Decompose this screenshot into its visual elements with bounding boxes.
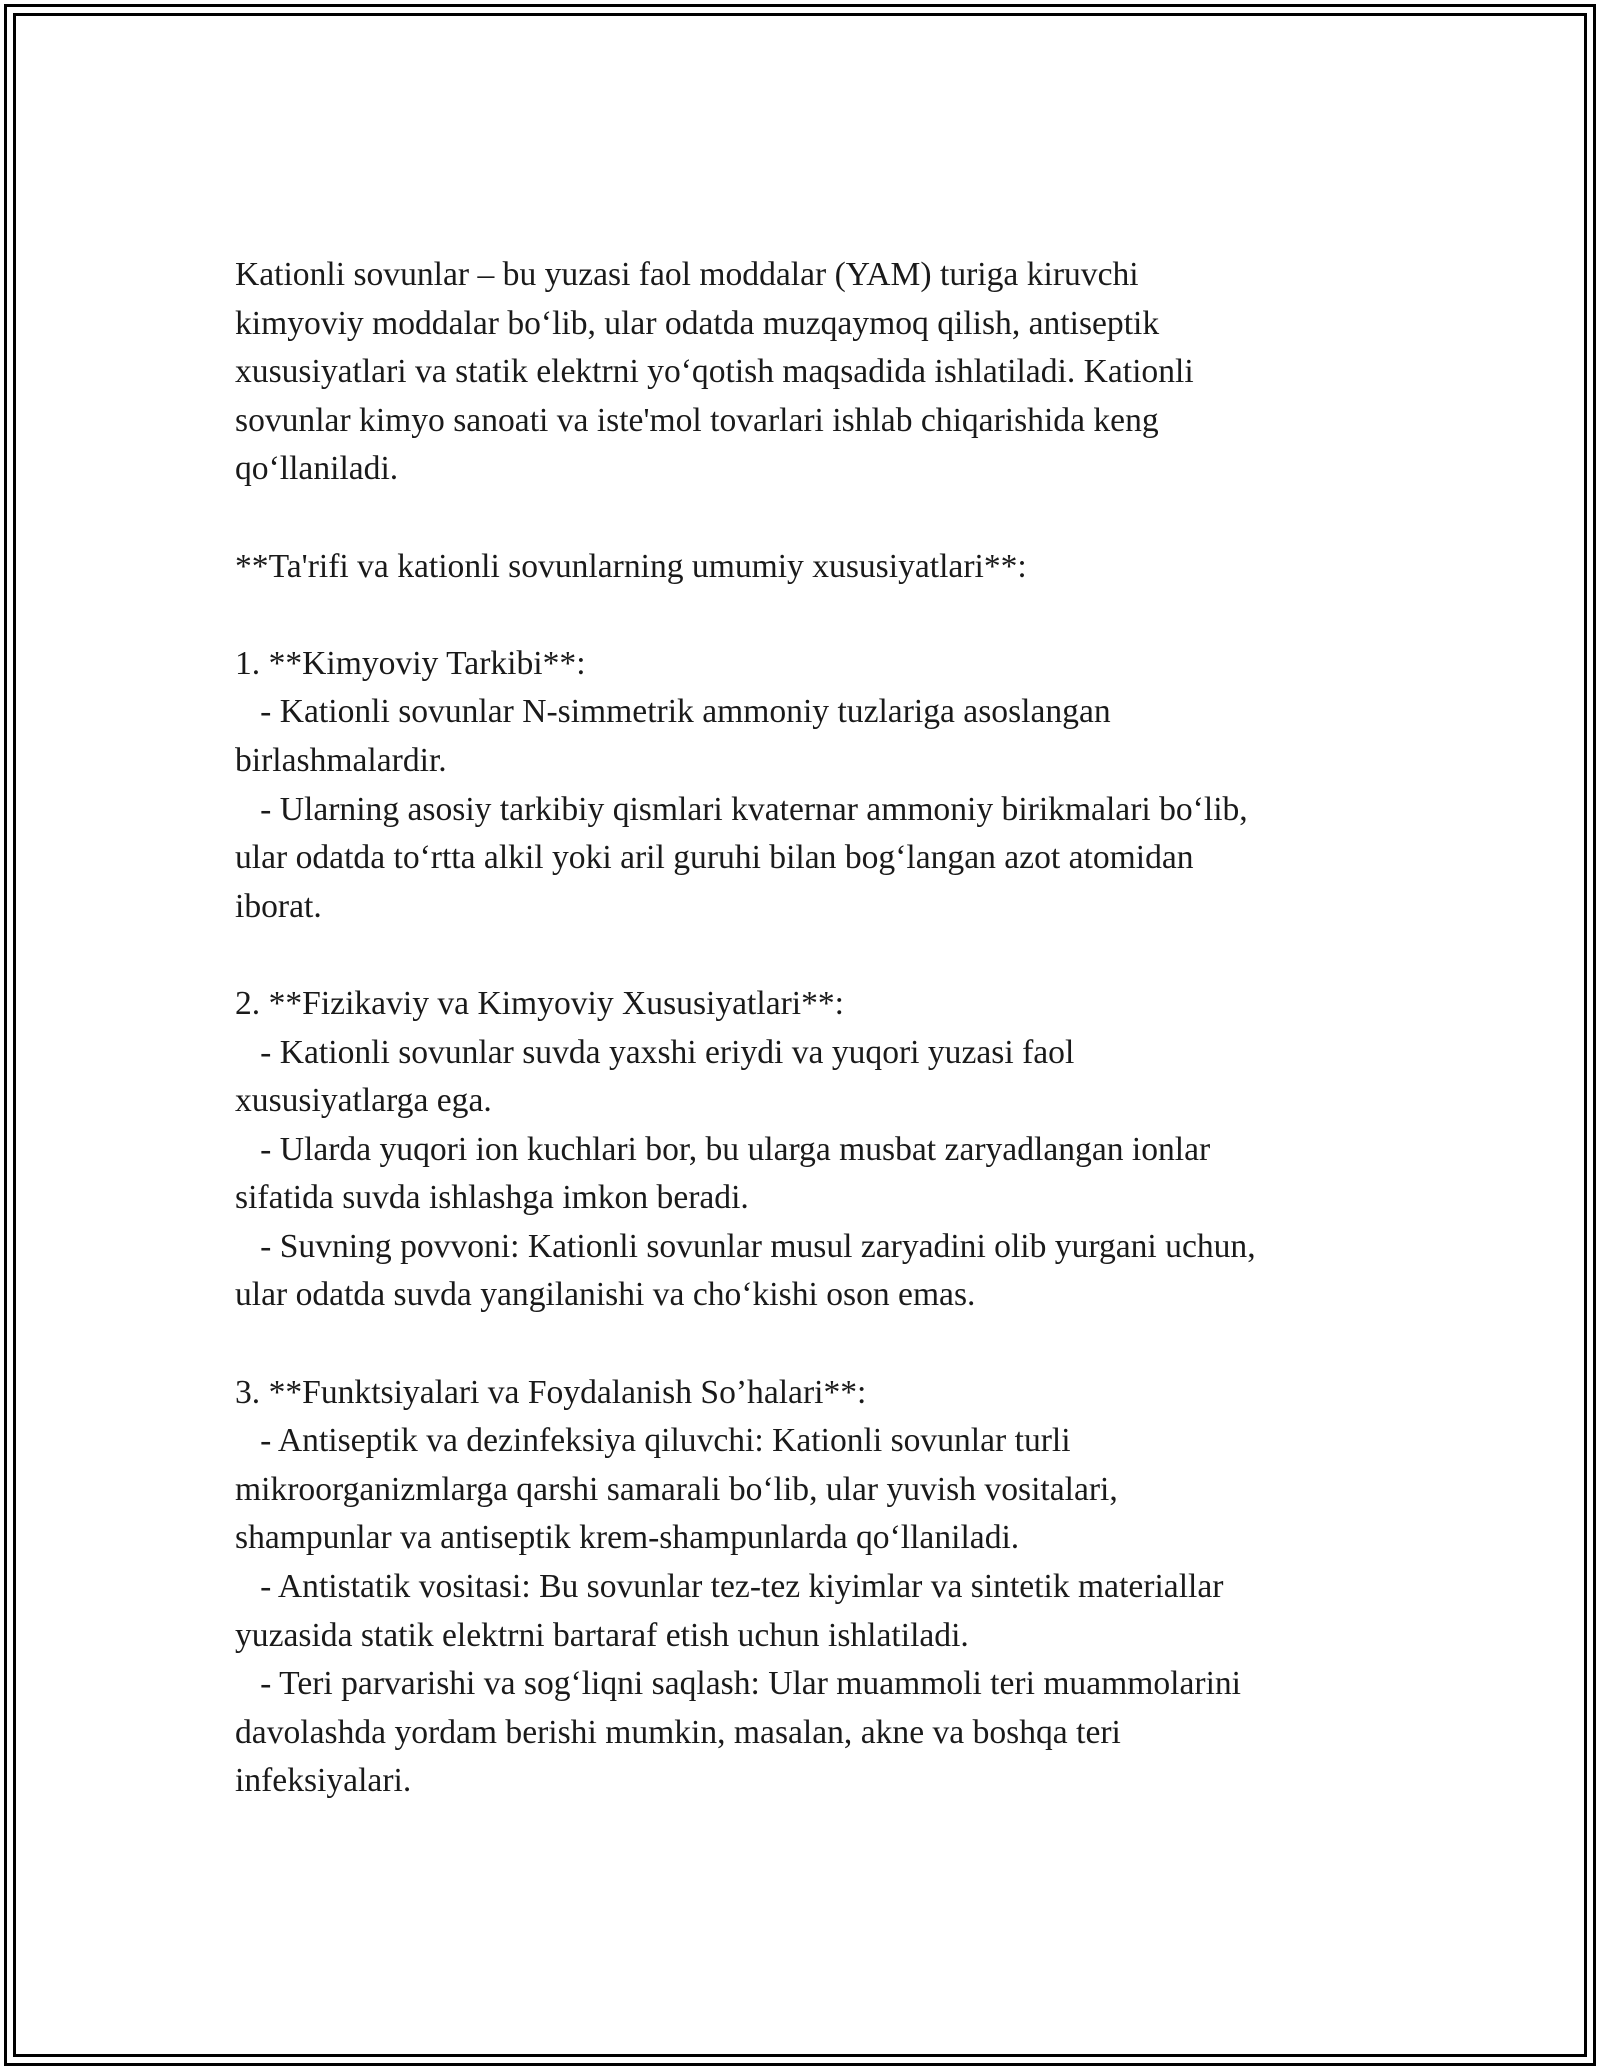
text-line: ular odatda suvda yangilanishi va cho‘kishi oson emas.	[235, 1276, 976, 1314]
text-line: birlashmalardir.	[235, 741, 447, 779]
text-line: - Antistatik vositasi: Bu sovunlar tez-tez kiyimlar va sintetik materiallar	[235, 1568, 1224, 1606]
text-line: shampunlar va antiseptik krem-shampunlarda qo‘llaniladi.	[235, 1519, 1020, 1557]
blank-line	[235, 931, 1365, 980]
text-line: - Kationli sovunlar suvda yaxshi eriydi va yuqori yuzasi faol	[235, 1033, 1075, 1071]
text-line: ular odatda to‘rtta alkil yoki aril guruhi bilan bog‘langan azot atomidan	[235, 839, 1194, 877]
text-line: - Ularda yuqori ion kuchlari bor, bu ularga musbat zaryadlangan ionlar	[235, 1130, 1211, 1168]
blank-line	[235, 591, 1365, 640]
list-heading-1: 1. **Kimyoviy Tarkibi**:	[235, 644, 586, 682]
list-heading-2: 2. **Fizikaviy va Kimyoviy Xususiyatlari**:	[235, 984, 845, 1022]
text-line: mikroorganizmlarga qarshi samarali bo‘lib, ular yuvish vositalari,	[235, 1470, 1118, 1508]
blank-line	[235, 494, 1365, 543]
text-line: qo‘llaniladi.	[235, 450, 399, 488]
text-line: Kationli sovunlar – bu yuzasi faol moddalar (YAM) turiga kiruvchi	[235, 256, 1139, 293]
blank-line	[235, 1320, 1365, 1369]
section-heading: **Ta'rifi va kationli sovunlarning umumiy xususiyatlari**:	[235, 547, 1027, 585]
text-line: xususiyatlarga ega.	[235, 1082, 492, 1120]
text-line: - Suvning povvoni: Kationli sovunlar musul zaryadini olib yurgani uchun,	[235, 1227, 1256, 1265]
text-line: yuzasida statik elektrni bartaraf etish uchun ishlatiladi.	[235, 1616, 969, 1654]
text-line: iborat.	[235, 887, 322, 925]
text-line: infeksiyalari.	[235, 1762, 412, 1800]
text-line: davolashda yordam berishi mumkin, masalan, akne va boshqa teri	[235, 1713, 1121, 1751]
document-body	[235, 251, 1365, 1806]
text-line: - Ularning asosiy tarkibiy qismlari kvaternar ammoniy birikmalari bo‘lib,	[235, 790, 1248, 828]
text-line: kimyoviy moddalar bo‘lib, ular odatda muzqaymoq qilish, antiseptik	[235, 304, 1160, 342]
text-line: xususiyatlari va statik elektrni yo‘qotish maqsadida ishlatiladi. Kationli	[235, 353, 1194, 391]
text-line: - Teri parvarishi va sog‘liqni saqlash: Ular muammoli teri muammolarini	[235, 1665, 1242, 1703]
text-line: - Kationli sovunlar N-simmetrik ammoniy tuzlariga asoslangan	[235, 693, 1111, 731]
text-line: sovunlar kimyo sanoati va iste'mol tovarlari ishlab chiqarishida keng	[235, 401, 1159, 439]
text-line: - Antiseptik va dezinfeksiya qiluvchi: Kationli sovunlar turli	[235, 1422, 1071, 1460]
list-heading-3: 3. **Funktsiyalari va Foydalanish So’halari**:	[235, 1373, 867, 1411]
text-line: sifatida suvda ishlashga imkon beradi.	[235, 1179, 749, 1217]
